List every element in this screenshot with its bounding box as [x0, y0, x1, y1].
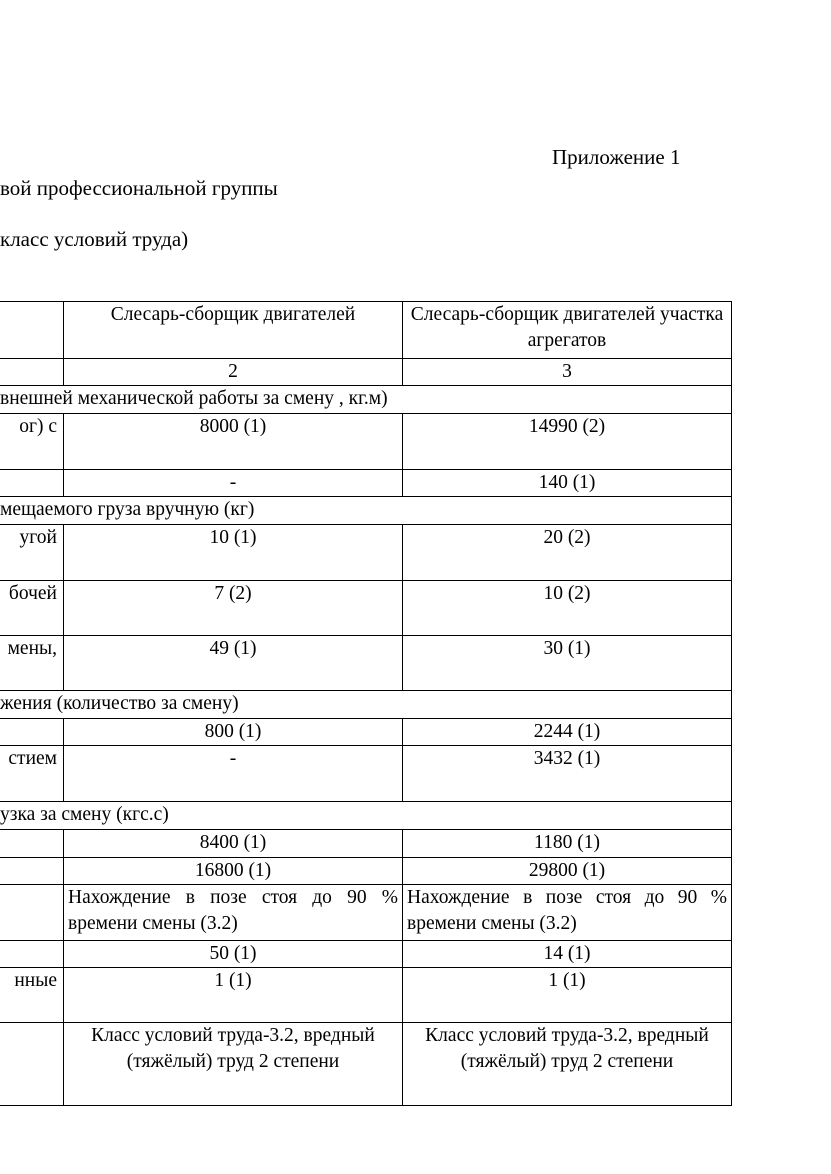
section-row — [0, 691, 732, 719]
section-row — [0, 497, 732, 525]
cell-value: - — [64, 470, 403, 497]
table-row — [0, 885, 732, 941]
section-row — [0, 802, 732, 830]
table-row — [0, 1023, 732, 1106]
row-label — [0, 941, 64, 968]
section-title: жения (количество за смену) — [0, 691, 732, 719]
row-label: нные — [0, 968, 64, 1023]
document-subtitle-line-1: вой профессиональной группы — [0, 176, 278, 200]
column-number: 2 — [64, 359, 403, 386]
table-row — [0, 941, 732, 968]
row-label: стием — [0, 746, 64, 802]
cell-value: 10 (2) — [403, 581, 732, 636]
cell-value: Нахождение в позе стоя до 90 % времени смены (3.2) — [403, 885, 732, 941]
table-row — [0, 719, 732, 746]
row-label: ог) с — [0, 414, 64, 470]
row-label — [0, 719, 64, 746]
cell-value: 8400 (1) — [64, 830, 403, 858]
table-cell-label — [0, 302, 64, 359]
table-cell-label — [0, 359, 64, 386]
table-row — [0, 746, 732, 802]
cell-value: 3432 (1) — [403, 746, 732, 802]
row-label — [0, 885, 64, 941]
section-title: внешней механической работы за смену , кг.м) — [0, 386, 732, 414]
appendix-label: Приложение 1 — [552, 145, 681, 169]
row-label: мены, — [0, 636, 64, 691]
cell-value: 50 (1) — [64, 941, 403, 968]
cell-value: 29800 (1) — [403, 858, 732, 885]
cell-value: 14 (1) — [403, 941, 732, 968]
column-number: 3 — [403, 359, 732, 386]
section-row — [0, 386, 732, 414]
row-label — [0, 858, 64, 885]
table-row — [0, 414, 732, 470]
cell-value: 49 (1) — [64, 636, 403, 691]
row-label — [0, 830, 64, 858]
cell-value: 8000 (1) — [64, 414, 403, 470]
table-row — [0, 636, 732, 691]
section-title: мещаемого груза вручную (кг) — [0, 497, 732, 525]
cell-value: 10 (1) — [64, 525, 403, 581]
row-label: угой — [0, 525, 64, 581]
table-row — [0, 830, 732, 858]
cell-value: 140 (1) — [403, 470, 732, 497]
cell-value: 800 (1) — [64, 719, 403, 746]
document-subtitle-line-2: класс условий труда) — [0, 227, 189, 251]
table-row — [0, 581, 732, 636]
column-header-assembler: Слесарь-сборщик двигателей — [64, 302, 403, 359]
section-title: узка за смену (кгс.с) — [0, 802, 732, 830]
cell-value: Класс условий труда-3.2, вредный (тяжёлый) труд 2 степени — [403, 1023, 732, 1106]
cell-value: - — [64, 746, 403, 802]
row-label — [0, 1023, 64, 1106]
table-row — [0, 525, 732, 581]
cell-value: Класс условий труда-3.2, вредный (тяжёлый) труд 2 степени — [64, 1023, 403, 1106]
cell-value: Нахождение в позе стоя до 90 % времени смены (3.2) — [64, 885, 403, 941]
column-header-assembler-units: Слесарь-сборщик двигателей участка агрегатов — [403, 302, 732, 359]
cell-value: 14990 (2) — [403, 414, 732, 470]
cell-value: 30 (1) — [403, 636, 732, 691]
row-label: бочей — [0, 581, 64, 636]
table-row — [0, 470, 732, 497]
cell-value: 16800 (1) — [64, 858, 403, 885]
cell-value: 1 (1) — [403, 968, 732, 1023]
cell-value: 7 (2) — [64, 581, 403, 636]
table-row — [0, 858, 732, 885]
cell-value: 1 (1) — [64, 968, 403, 1023]
cell-value: 20 (2) — [403, 525, 732, 581]
working-conditions-table — [0, 301, 732, 1106]
column-numbers-row — [0, 359, 732, 386]
table-row — [0, 968, 732, 1023]
table-header-row — [0, 302, 732, 359]
cell-value: 1180 (1) — [403, 830, 732, 858]
cell-value: 2244 (1) — [403, 719, 732, 746]
row-label — [0, 470, 64, 497]
